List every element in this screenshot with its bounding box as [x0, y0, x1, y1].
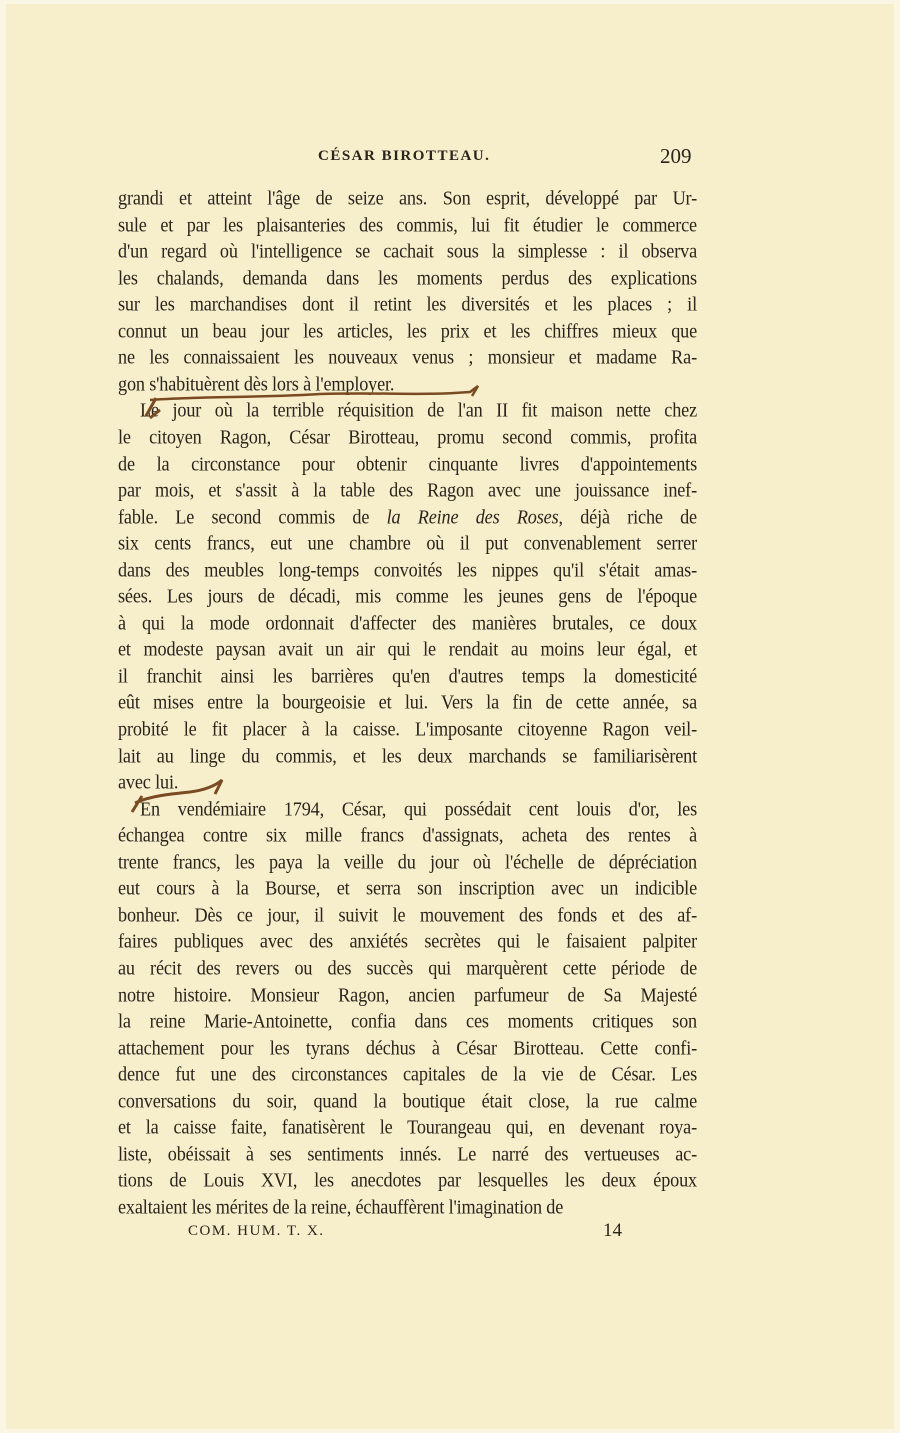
text-line: tions de Louis XVI, les anecdotes par lesquelles les deux époux [118, 1169, 697, 1192]
text-line: liste, obéissait à ses sentiments innés. Le narré des vertueuses ac- [118, 1142, 697, 1165]
text-segment: fable. Le second commis de [118, 505, 387, 528]
paragraph-mark-pilcrow-2 [132, 780, 222, 812]
text-line: avec lui. [118, 770, 179, 794]
sheet-number: 14 [603, 1220, 622, 1241]
text-line: grandi et atteint l'âge de seize ans. Son esprit, développé par Ur- [118, 186, 697, 210]
text-line: le citoyen Ragon, César Birotteau, promu second commis, profita [118, 425, 697, 449]
text-line: lait au linge du commis, et les deux marchands se familiarisèrent [118, 744, 697, 767]
text-line: ne les connaissaient les nouveaux venus ; monsieur et madame Ra- [118, 346, 697, 369]
text-segment: , déjà riche de [558, 505, 697, 528]
text-line: trente francs, les paya la veille du jour où l'échelle de dépréciation [118, 850, 697, 873]
running-title: CÉSAR BIROTTEAU. [318, 148, 491, 164]
text-line: exaltaient les mérites de la reine, échauffèrent l'imagination de [118, 1195, 564, 1219]
text-line: probité le fit placer à la caisse. L'imposante citoyenne Ragon veil- [118, 717, 697, 741]
text-line: sur les marchandises dont il retint les diversités et les places ; il [118, 292, 697, 316]
text-line: d'un regard où l'intelligence se cachait sous la simplesse : il observa [118, 239, 697, 263]
text-line: par mois, et s'assit à la table des Ragon avec une jouissance inef- [118, 478, 697, 502]
text-line: dans des meubles long-temps convoités les nippes qu'il s'était amas- [118, 558, 697, 581]
text-line: échangea contre six mille francs d'assignats, acheta des rentes à [118, 823, 697, 847]
text-line: connut un beau jour les articles, les prix et les chiffres mieux que [118, 319, 697, 342]
text-line: au récit des revers ou des succès qui marquèrent cette période de [118, 956, 697, 980]
text-line: eût mises entre la bourgeoisie et lui. Vers la fin de cette année, sa [118, 691, 697, 714]
text-line: dence fut une des circonstances capitales de la vie de César. Les [118, 1062, 697, 1086]
text-line: En vendémiaire 1794, César, qui possédait cent louis d'or, les [140, 797, 697, 820]
text-line: attachement pour les tyrans déchus à César Birotteau. Cette confi- [118, 1036, 697, 1059]
text-line: notre histoire. Monsieur Ragon, ancien parfumeur de Sa Majesté [118, 983, 697, 1006]
page-number: 209 [660, 144, 692, 168]
text-line: et la caisse faite, fanatisèrent le Tourangeau qui, en devenant roya- [118, 1116, 697, 1139]
text-line: la reine Marie-Antoinette, confia dans ces moments critiques son [118, 1009, 697, 1033]
text-line: Le jour où la terrible réquisition de l'an II fit maison nette chez [140, 399, 697, 422]
signature-mark: COM. HUM. T. X. [188, 1223, 325, 1239]
text-line: sule et par les plaisanteries des commis, lui fit étudier le commerce [118, 213, 697, 236]
text-line: gon s'habituèrent dès lors à l'employer. [118, 372, 395, 396]
text-line: de la circonstance pour obtenir cinquante livres d'appointements [118, 452, 697, 475]
text-line: six cents francs, eut une chambre où il put convenablement serrer [118, 531, 697, 555]
text-line: eut cours à la Bourse, et serra son inscription avec un indicible [118, 877, 697, 900]
text-line: il franchit ainsi les barrières qu'en d'autres temps la domesticité [118, 664, 697, 688]
paragraph-mark-strikethrough [150, 386, 478, 400]
text-line: les chalands, demanda dans les moments perdus des explications [118, 266, 697, 289]
paragraph-mark-pilcrow-1 [146, 398, 160, 418]
text-line: faires publiques avec des anxiétés secrètes qui le faisaient palpiter [118, 930, 697, 953]
text-line: et modeste paysan avait un air qui le rendait au moins leur égal, et [118, 638, 697, 661]
text-line: bonheur. Dès ce jour, il suivit le mouvement des fonds et des af- [118, 903, 697, 927]
text-line: conversations du soir, quand la boutique était close, la rue calme [118, 1089, 697, 1112]
italic-title: la Reine des Roses [386, 505, 559, 528]
text-line: à qui la mode ordonnait d'affecter des manières brutales, ce doux [118, 611, 697, 634]
text-line: sées. Les jours de décadi, mis comme les jeunes gens de l'époque [118, 585, 697, 608]
